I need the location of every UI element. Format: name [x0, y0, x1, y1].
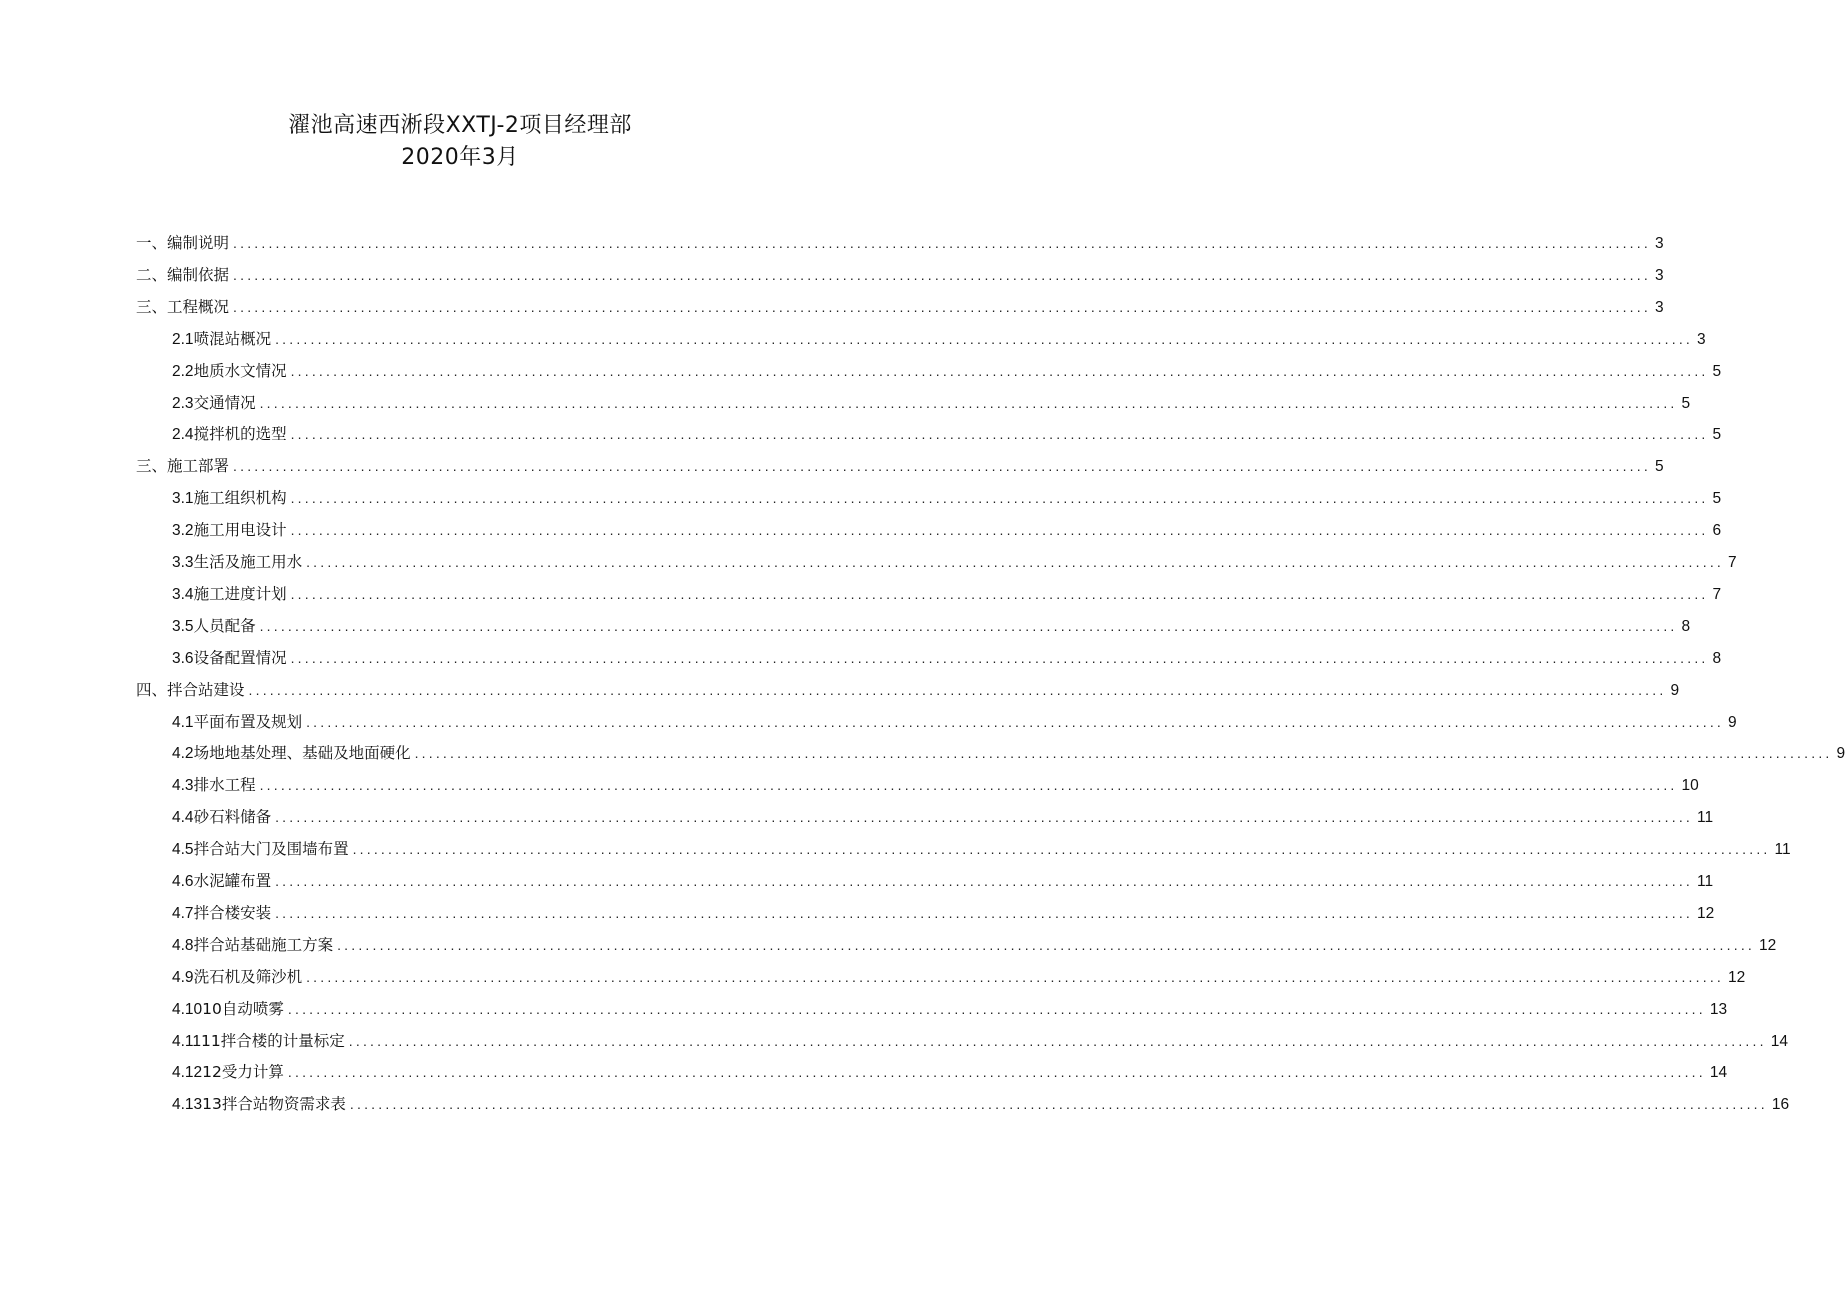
toc-entry[interactable] — [136, 231, 1664, 255]
toc-entry[interactable] — [172, 550, 1737, 574]
toc-leader-dots: ........................................................................................................................................................................................................ — [306, 554, 1725, 570]
toc-entry-page: 9 — [1670, 681, 1680, 699]
document-date: 2020年3月 — [401, 145, 519, 170]
toc-entry[interactable] — [172, 773, 1699, 797]
toc-entry[interactable] — [172, 933, 1777, 957]
toc-entry-page: 9 — [1836, 745, 1845, 763]
toc-entry-number: 4.8 — [172, 936, 194, 954]
toc-leader-dots: ........................................................................................................................................................................................................ — [306, 968, 1725, 985]
toc-entry-label: 一、编制说明 — [136, 234, 230, 252]
toc-entry-number: 2.3 — [172, 394, 194, 412]
toc-leader-dots: ........................................................................................................................................................................................................ — [287, 1064, 1706, 1081]
toc-entry-page: 7 — [1728, 554, 1737, 571]
toc-leader-dots: ........................................................................................................................................................................................................ — [233, 458, 1651, 475]
toc-entry[interactable] — [172, 1060, 1728, 1084]
toc-entry-page: 11 — [1774, 841, 1791, 859]
toc-entry-page: 8 — [1712, 649, 1722, 667]
toc-entry-label: 10自动喷雾 — [202, 999, 284, 1018]
toc-entry-label: 11拌合楼的计量标定 — [201, 1031, 345, 1050]
toc-entry-number: 4.9 — [172, 968, 194, 986]
toc-leader-dots: ........................................................................................................................................................................................................ — [352, 841, 1771, 858]
toc-entry-label: 三、施工部署 — [136, 457, 230, 476]
toc-entry[interactable] — [172, 1029, 1788, 1053]
toc-leader-dots: ........................................................................................................................................................................................................ — [290, 490, 1709, 507]
toc-entry[interactable] — [172, 710, 1737, 734]
toc-entry-label: 13拌合站物资需求表 — [202, 1095, 346, 1114]
toc-leader-dots: ........................................................................................................................................................................................................ — [233, 235, 1651, 251]
toc-entry-page: 14 — [1709, 1064, 1728, 1082]
toc-entry-number: 2.2 — [172, 362, 194, 380]
toc-leader-dots: ........................................................................................................................................................................................................ — [287, 1000, 1706, 1017]
toc-entry-number: 4.5 — [172, 841, 194, 859]
toc-entry[interactable] — [172, 837, 1791, 861]
toc-entry-number: 3.3 — [172, 554, 194, 571]
toc-entry[interactable] — [172, 741, 1845, 765]
toc-entry-number: 3.1 — [172, 490, 194, 508]
toc-entry-number: 2.4 — [172, 426, 194, 444]
toc-entry[interactable] — [136, 295, 1664, 319]
toc-leader-dots: ........................................................................................................................................................................................................ — [306, 713, 1725, 730]
toc-leader-dots: ........................................................................................................................................................................................................ — [290, 585, 1709, 602]
toc-entry-number: 4.3 — [172, 777, 194, 795]
toc-entry-page: 12 — [1728, 968, 1746, 986]
toc-entry[interactable] — [172, 805, 1714, 829]
toc-entry-label: 三、工程概况 — [136, 297, 230, 316]
toc-entry[interactable] — [136, 454, 1664, 478]
toc-entry-number: 4.11 — [172, 1032, 202, 1050]
toc-entry-label: 二、编制依据 — [136, 265, 230, 284]
toc-entry[interactable] — [172, 901, 1715, 925]
toc-entry[interactable] — [172, 869, 1714, 893]
toc-leader-dots: ........................................................................................................................................................................................................ — [349, 1096, 1768, 1113]
toc-entry-number: 4.1 — [172, 713, 194, 731]
org-title: 濯池高速西淅段XXTJ-2项目经理部 — [288, 113, 632, 138]
toc-entry-label: 洗石机及筛沙机 — [193, 967, 303, 986]
toc-entry-number: 3.4 — [172, 585, 194, 603]
toc-entry-page: 3 — [1654, 266, 1664, 284]
toc-entry-page: 10 — [1681, 777, 1699, 795]
toc-entry-page: 5 — [1712, 362, 1722, 380]
toc-entry-page: 9 — [1728, 713, 1737, 731]
toc-leader-dots: ........................................................................................................................................................................................................ — [290, 426, 1709, 443]
toc-leader-dots: ........................................................................................................................................................................................................ — [290, 649, 1709, 666]
toc-entry-number: 2.1 — [172, 330, 194, 348]
toc-entry-page: 6 — [1712, 522, 1722, 540]
toc-entry-page: 12 — [1697, 904, 1715, 922]
toc-entry-label: 生活及施工用水 — [193, 553, 303, 571]
toc-leader-dots: ........................................................................................................................................................................................................ — [275, 330, 1694, 347]
toc-entry-page: 5 — [1654, 458, 1664, 476]
toc-entry[interactable] — [172, 359, 1722, 383]
toc-entry-number: 3.2 — [172, 522, 194, 540]
toc-entry[interactable] — [172, 391, 1691, 415]
toc-entry-page: 7 — [1712, 585, 1722, 603]
toc-entry[interactable] — [172, 1092, 1790, 1116]
toc-entry-label: 拌合站基础施工方案 — [193, 935, 334, 954]
toc-entry-label: 地质水文情况 — [193, 361, 287, 380]
toc-entry-number: 4.2 — [172, 745, 194, 763]
toc-entry-page: 11 — [1697, 809, 1714, 827]
toc-entry-page: 3 — [1654, 298, 1664, 316]
toc-entry-label: 拌合楼安装 — [193, 903, 272, 922]
toc-entry[interactable] — [172, 486, 1722, 510]
toc-leader-dots: ........................................................................................................................................................................................................ — [233, 266, 1651, 283]
toc-entry[interactable] — [136, 263, 1664, 287]
toc-entry[interactable] — [172, 614, 1691, 638]
toc-entry-label: 12受力计算 — [202, 1063, 284, 1082]
toc-leader-dots: ........................................................................................................................................................................................................ — [290, 522, 1709, 539]
toc-leader-dots: ........................................................................................................................................................................................................ — [233, 298, 1651, 315]
toc-entry-label: 喷混站概况 — [193, 329, 272, 348]
toc-entry[interactable] — [172, 582, 1722, 606]
toc-entry-page: 3 — [1654, 235, 1664, 252]
toc-entry-number: 4.7 — [172, 904, 194, 922]
toc-entry-number: 3.5 — [172, 617, 194, 635]
toc-entry-page: 8 — [1681, 617, 1691, 635]
document-header — [0, 110, 920, 174]
toc-entry-label: 施工用电设计 — [193, 521, 287, 540]
toc-entry-number: 4.12 — [172, 1064, 203, 1082]
toc-leader-dots: ........................................................................................................................................................................................................ — [290, 362, 1709, 379]
toc-leader-dots: ........................................................................................................................................................................................................ — [248, 681, 1667, 698]
toc-entry-page: 16 — [1771, 1096, 1790, 1114]
toc-leader-dots: ........................................................................................................................................................................................................ — [348, 1032, 1767, 1049]
toc-entry-page: 5 — [1681, 394, 1691, 412]
toc-entry-label: 搅拌机的选型 — [193, 425, 287, 444]
toc-leader-dots: ........................................................................................................................................................................................................ — [275, 904, 1694, 921]
toc-entry-page: 14 — [1770, 1032, 1788, 1050]
toc-entry-label: 拌合站大门及围墙布置 — [193, 840, 349, 859]
toc-entry-label: 施工组织机构 — [193, 489, 287, 508]
toc-entry[interactable] — [172, 518, 1722, 542]
toc-entry[interactable] — [172, 997, 1728, 1021]
toc-leader-dots: ........................................................................................................................................................................................................ — [414, 745, 1833, 762]
toc-entry-label: 水泥罐布置 — [193, 872, 272, 890]
toc-leader-dots: ........................................................................................................................................................................................................ — [337, 936, 1756, 953]
toc-leader-dots: ........................................................................................................................................................................................................ — [275, 873, 1694, 889]
toc-entry-label: 人员配备 — [193, 616, 256, 635]
toc-entry-number: 4.13 — [172, 1096, 203, 1114]
toc-entry-label: 平面布置及规划 — [193, 712, 303, 731]
toc-entry-label: 交通情况 — [193, 393, 256, 412]
toc-entry-number: 4.4 — [172, 809, 194, 827]
toc-entry-label: 四、拌合站建设 — [136, 680, 245, 699]
toc-entry[interactable] — [172, 422, 1722, 446]
toc-entry-page: 12 — [1759, 936, 1777, 954]
toc-entry-number: 4.6 — [172, 873, 194, 890]
toc-entry-label: 排水工程 — [193, 776, 256, 795]
toc-leader-dots: ........................................................................................................................................................................................................ — [259, 777, 1678, 794]
toc-entry[interactable] — [172, 646, 1722, 670]
toc-entry-page: 3 — [1697, 330, 1706, 348]
toc-entry-number: 3.6 — [172, 649, 194, 667]
toc-entry-label: 砂石料储备 — [193, 808, 272, 827]
toc-entry-number: 4.10 — [172, 1000, 203, 1018]
toc-entry-page: 5 — [1712, 490, 1722, 508]
toc-entry-page: 5 — [1712, 426, 1722, 444]
toc-leader-dots: ........................................................................................................................................................................................................ — [259, 394, 1678, 411]
toc-leader-dots: ........................................................................................................................................................................................................ — [275, 809, 1694, 826]
toc-entry-label: 场地地基处理、基础及地面硬化 — [193, 744, 411, 763]
toc-entry[interactable] — [172, 965, 1746, 989]
toc-entry[interactable] — [136, 678, 1680, 702]
toc-entry-label: 施工进度计划 — [193, 584, 287, 603]
toc-leader-dots: ........................................................................................................................................................................................................ — [259, 617, 1678, 634]
toc-entry-page: 13 — [1709, 1000, 1728, 1018]
toc-entry-page: 11 — [1697, 873, 1714, 890]
toc-entry[interactable] — [172, 327, 1706, 351]
toc-entry-label: 设备配置情况 — [193, 648, 287, 667]
